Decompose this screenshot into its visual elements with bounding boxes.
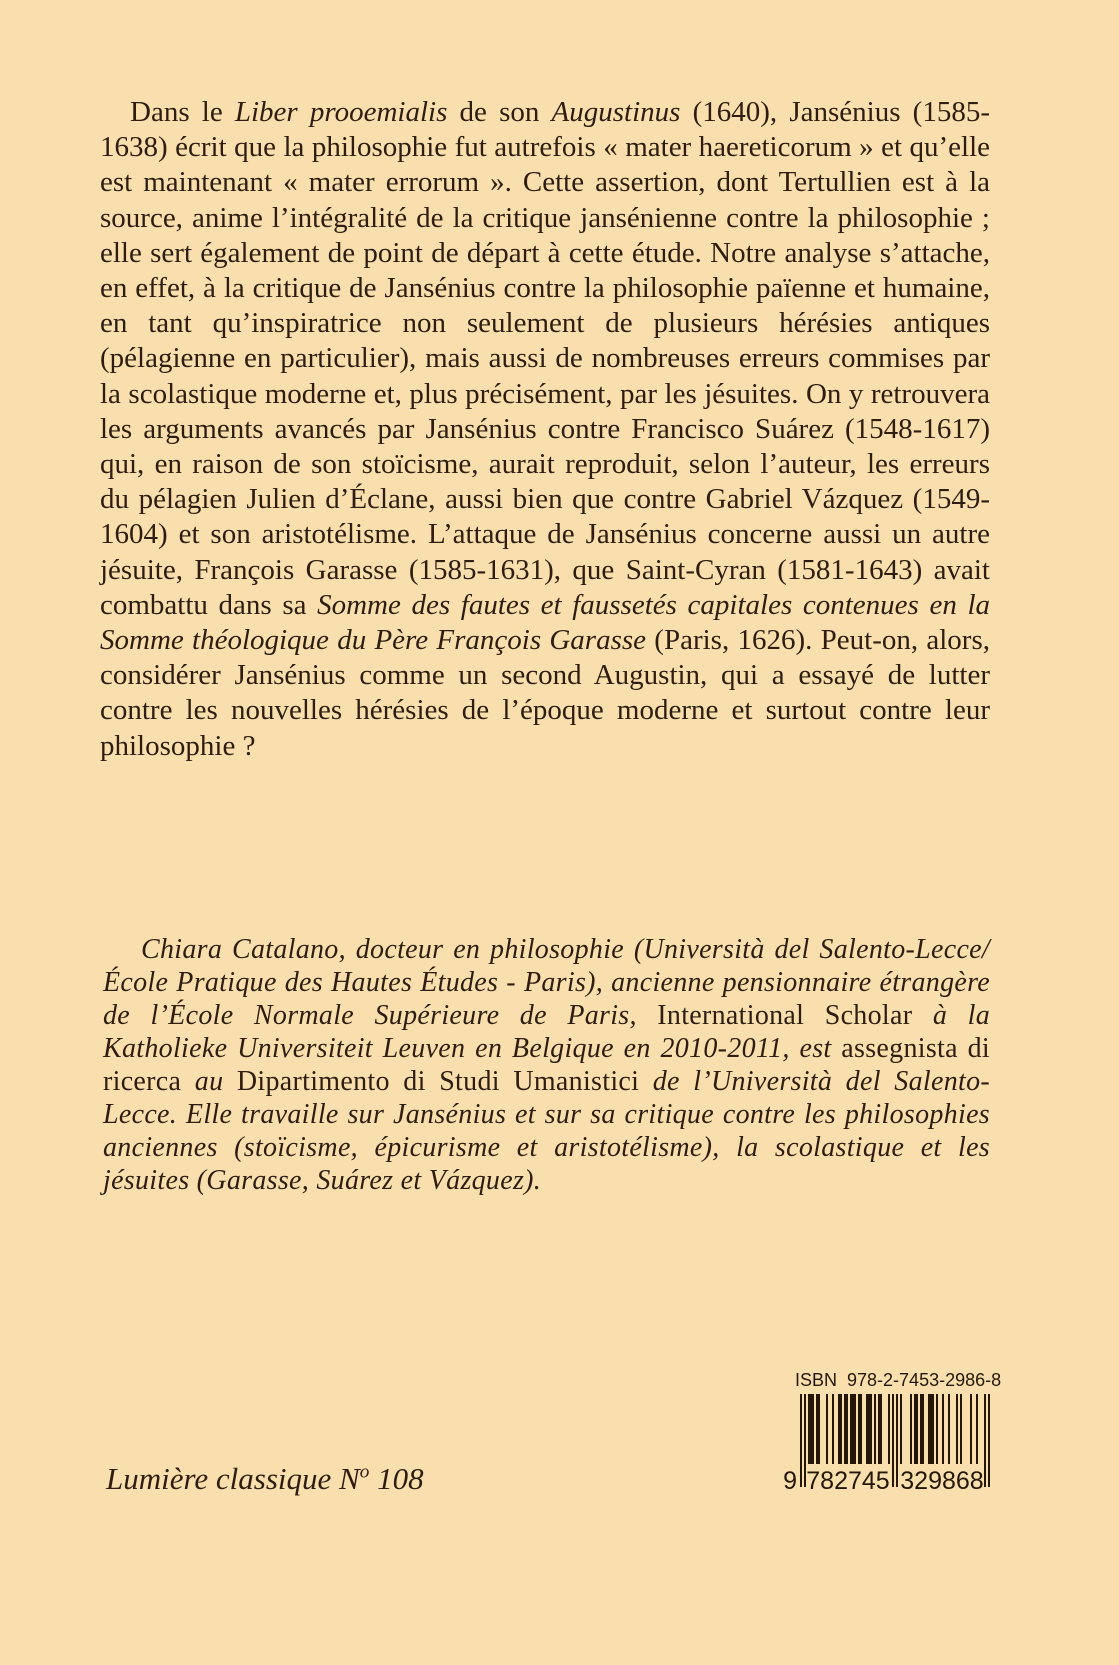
text-run: au: [194, 1066, 237, 1097]
text-run: Liber prooemialis: [234, 96, 448, 128]
barcode-bar: [832, 1394, 834, 1464]
synopsis-paragraph: [100, 95, 990, 764]
barcode-bar: [956, 1394, 958, 1464]
barcode-bar: [960, 1394, 962, 1464]
text-run: à la Katholieke Universiteit Leuven en Belgique en 2010-2011, est: [103, 1000, 990, 1064]
text-run: Dipartimento di Studi Umanistici: [236, 1066, 653, 1097]
text-run: de l’Università del Salento-Lecce. Elle travaille sur Jansénius et sur sa critique contre les philosophies anciennes (stoïcisme, épicurisme et aristotélisme), la scolastique et les jésuites (Garasse, Suárez et Vázquez).: [103, 1066, 991, 1196]
text-run: (Paris, 1626). Peut-on, alors, considérer Jansénius comme un second Augustin, qui a essayé de lutter contre les nouvelles hérésies de l’époque moderne et surtout contre leur philosophie ?: [100, 624, 990, 762]
series-label: [106, 1461, 424, 1497]
text-run: de son: [447, 96, 552, 128]
barcode-bar: [860, 1394, 862, 1464]
barcode-bar: [826, 1394, 828, 1464]
barcode-bar: [900, 1394, 902, 1464]
text-run: (1640), Jansénius (1585-1638) écrit que la philosophie fut autrefois « mater haereticorum » et qu’elle est maintenant « mater errorum ». Cette assertion, dont Tertullien est à la source, anime l’intégralité de la critique jansénienne contre la philosophie ; elle sert également de point de départ à cette étude. Notre analyse s’attache, en effet, à la critique de Jansénius contre la philosophie païenne et humaine, en tant qu’inspiratrice non seulement de plusieurs hérésies antiques (pélagienne en particulier), mais aussi de nombreuses erreurs commises par la scolastique moderne et, plus précisément, par les jésuites. On y retrouvera les arguments avancés par Jansénius contre Francisco Suárez (1548-1617) qui, en raison de son stoïcisme, aurait reproduit, selon l’auteur, les erreurs du pélagien Julien d’Éclane, aussi bien que contre Gabriel Vázquez (1549-1604) et son aristotélisme. L’attaque de Jansénius concerne aussi un autre jésuite, François Garasse (1585-1631), que Saint-Cyran (1581-1643) avait combattu dans sa: [100, 96, 990, 621]
barcode-bar: [936, 1394, 938, 1464]
series-label-number: 108: [369, 1461, 424, 1496]
barcode-digits: [774, 1467, 1004, 1497]
author-bio-paragraph: [103, 933, 990, 1197]
barcode-bar: [970, 1394, 972, 1464]
barcode-bar: [846, 1394, 848, 1464]
barcode-bar: [854, 1394, 856, 1464]
barcode-bar: [942, 1394, 944, 1464]
barcode-bar: [948, 1394, 950, 1464]
series-label-prefix: Lumière classique N: [106, 1461, 360, 1496]
barcode-lead-digit: 9: [783, 1467, 797, 1495]
barcode-bar: [818, 1394, 820, 1464]
text-run: Augustinus: [551, 96, 681, 128]
text-run: Chiara Catalano, docteur en philosophie (Università del Salento-Lecce/École Pratique des Hautes Études - Paris), ancienne pensionnaire étrangère de l’École Normale Supérieure de Paris,: [103, 934, 990, 1031]
isbn-block: [774, 1371, 1004, 1497]
barcode-bar: [888, 1394, 890, 1464]
series-label-ordinal: o: [359, 1461, 370, 1483]
isbn-label: ISBN 978-2-7453-2986-8: [795, 1370, 1002, 1390]
text-run: Somme des fautes et faussetés capitales contenues en la Somme théologique du Père François Garasse: [100, 588, 991, 657]
barcode-bar: [976, 1394, 978, 1464]
barcode-bar: [870, 1394, 872, 1464]
barcode-bar: [916, 1394, 918, 1464]
barcode-bar: [932, 1394, 934, 1464]
text-run: assegnista di ricerca: [103, 1033, 990, 1097]
barcode-bar: [874, 1394, 876, 1464]
barcode-bar: [922, 1394, 924, 1464]
barcode-right-digits: 329868: [900, 1467, 984, 1495]
text-run: Dans le: [130, 96, 235, 128]
barcode-left-digits: 782745: [806, 1467, 890, 1495]
barcode-bar: [812, 1394, 814, 1464]
barcode-bar: [910, 1394, 912, 1464]
barcode-bar: [880, 1394, 882, 1464]
text-run: International Scholar: [657, 1000, 933, 1031]
barcode-bar: [840, 1394, 842, 1464]
